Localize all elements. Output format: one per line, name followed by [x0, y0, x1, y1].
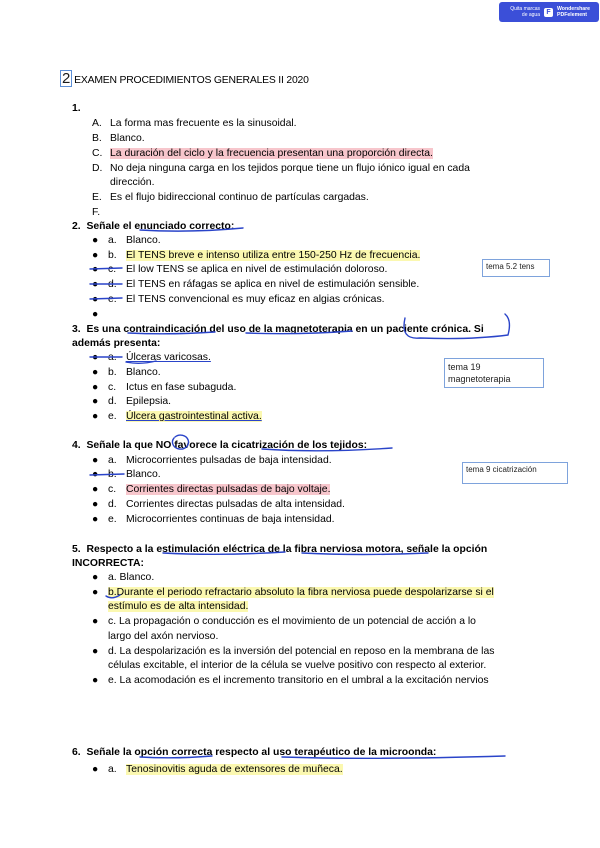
question-4: 4. Señale la que NO favorece la cicatrización de los tejidos:	[72, 440, 368, 451]
q3-option-e: ● e. Úlcera gastrointestinal activa.	[92, 411, 262, 422]
q3-option-b: ● b. Blanco.	[92, 367, 161, 378]
question-5-cont: INCORRECTA:	[72, 558, 144, 569]
q5-option-c-cont: largo del axón nervioso.	[108, 631, 219, 642]
q1-option-a: A. La forma mas frecuente es la sinusoidal.	[92, 118, 297, 129]
page-title	[60, 70, 309, 88]
q3-option-a: ● a. Úlceras varicosas.	[92, 352, 211, 363]
note-q4[interactable]: tema 9 cicatrización	[462, 462, 568, 484]
q5-option-b: ● b.Durante el periodo refractario absoluto la fibra nerviosa puede despolarizarse si el	[92, 587, 494, 598]
note-q3[interactable]: tema 19 magnetoterapia	[444, 358, 544, 388]
q5-option-d-cont: células excitable, el interior de la célula se vuelve positivo con respecto al exterior.	[108, 660, 487, 671]
q4-option-d: ● d. Corrientes directas pulsadas de alta intensidad.	[92, 499, 345, 510]
q5-option-d: ● d. La despolarización es la inversión del potencial en reposo en la membrana de las	[92, 646, 495, 657]
q2-option-b: ● b. El TENS breve e intenso utiliza entre 150-250 Hz de frecuencia.	[92, 250, 421, 261]
q2-option-a: ● a. Blanco.	[92, 235, 161, 246]
pdfelement-logo-icon: F	[544, 8, 553, 17]
badge-text: Quita marcas de agua	[510, 6, 540, 18]
q4-option-b: ● b. Blanco.	[92, 469, 161, 480]
q1-option-d-cont: dirección.	[110, 177, 155, 188]
note-q2[interactable]: tema 5.2 tens	[482, 259, 550, 277]
page-number: 2	[62, 70, 71, 87]
q2-option-e: ● e. El TENS convencional es muy eficaz en algias crónicas.	[92, 294, 385, 305]
badge-brand: Wondershare PDFelement	[557, 6, 591, 18]
q4-option-c: ● c. Corrientes directas pulsadas de bajo voltaje.	[92, 484, 331, 495]
q5-option-b-cont: estímulo es de alta intensidad.	[108, 601, 249, 612]
question-3: 3. Es una contraindicación del uso de la magnetoterapia en un paciente crónica. Si	[72, 324, 484, 335]
question-6: 6. Señale la opción correcta respecto al uso terapéutico de la microonda:	[72, 747, 437, 758]
q2-option-c: ● c. El low TENS se aplica en nivel de estimulación doloroso.	[92, 264, 388, 275]
q1-option-e: E. Es el flujo bidireccional continuo de partículas cargadas.	[92, 192, 369, 203]
q3-option-c: ● c. Ictus en fase subaguda.	[92, 382, 237, 393]
remove-watermark-badge[interactable]	[499, 2, 599, 22]
q1-option-c: C. La duración del ciclo y la frecuencia presentan una proporción directa.	[92, 148, 433, 159]
q5-option-e: ● e. La acomodación es el incremento transitorio en el umbral a la excitación nervios	[92, 675, 489, 686]
q6-option-a: ● a. Tenosinovitis aguda de extensores de muñeca.	[92, 764, 343, 775]
q1-option-f: F.	[92, 207, 101, 218]
title-text: EXAMEN PROCEDIMIENTOS GENERALES II 2020	[74, 75, 309, 86]
q1-option-b: B. Blanco.	[92, 133, 145, 144]
q4-option-a: ● a. Microcorrientes pulsadas de baja intensidad.	[92, 455, 332, 466]
question-5: 5. Respecto a la estimulación eléctrica de la fibra nerviosa motora, señale la opción	[72, 544, 488, 555]
question-1-label: 1.	[72, 103, 81, 114]
q3-option-d: ● d. Epilepsia.	[92, 396, 172, 407]
q1-option-d: D. No deja ninguna carga en los tejidos porque tiene un flujo iónico igual en cada	[92, 163, 470, 174]
q2-option-d: ● d. El TENS en ráfagas se aplica en nivel de estimulación sensible.	[92, 279, 420, 290]
q2-empty-bullet: ●	[92, 309, 99, 320]
q5-option-a: ● a. Blanco.	[92, 572, 155, 583]
q5-option-c: ● c. La propagación o conducción es el movimiento de un potencial de acción a lo	[92, 616, 476, 627]
question-2: 2. Señale el enunciado correcto:	[72, 221, 235, 232]
question-3-cont: además presenta:	[72, 338, 161, 349]
q4-option-e: ● e. Microcorrientes continuas de baja intensidad.	[92, 514, 335, 525]
